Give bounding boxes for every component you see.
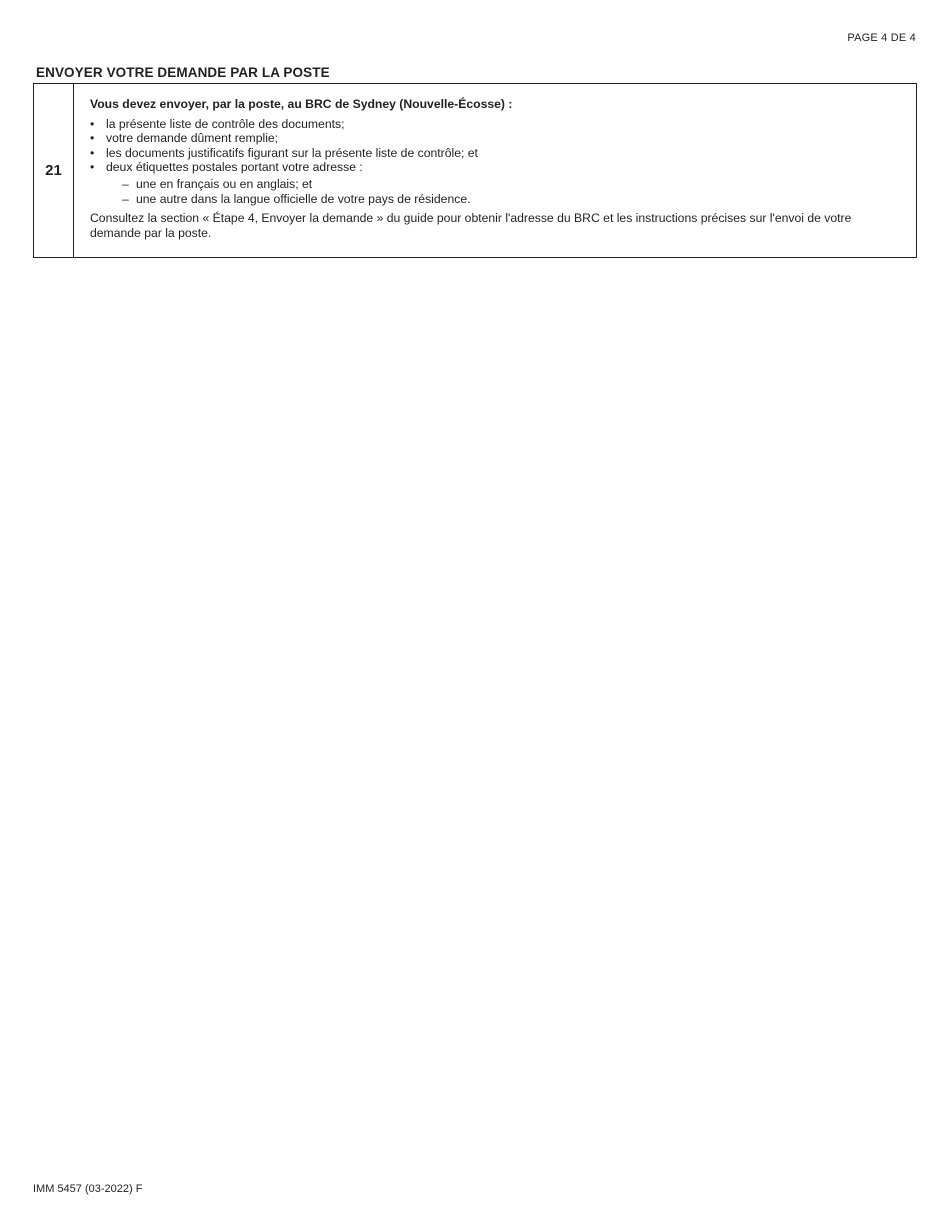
form-id: IMM 5457 (03-2022) F [33,1183,143,1195]
list-item [90,131,900,146]
item-number: 21 [34,84,74,257]
list-item [90,160,900,206]
checklist-item-box [33,83,917,258]
bullet-marker: • [90,145,95,160]
list-item [90,117,900,132]
dash-marker: – [122,191,129,206]
list-item-text: les documents justificatifs figurant sur la présente liste de contrôle; et [106,145,478,160]
list-item-text: la présente liste de contrôle des documents; [106,116,345,131]
item-lead-text: Vous devez envoyer, par la poste, au BRC de Sydney (Nouvelle-Écosse) : [90,97,513,111]
item-note: Consultez la section « Étape 4, Envoyer la demande » du guide pour obtenir l'adresse du BRC et les instructions précises sur l'envoi de votre demande par la poste. [90,211,852,240]
bullet-marker: • [90,160,95,175]
sub-list-item-text: une autre dans la langue officielle de votre pays de résidence. [136,191,471,206]
sub-list-item-text: une en français ou en anglais; et [136,176,313,191]
bullet-marker: • [90,131,95,146]
dash-marker: – [122,176,129,191]
sub-list-item [106,177,900,192]
section-heading: ENVOYER VOTRE DEMANDE PAR LA POSTE [36,65,330,80]
sub-list-item [106,192,900,207]
bullet-list [90,117,900,207]
page-number: PAGE 4 DE 4 [847,32,916,44]
list-item-text: votre demande dûment remplie; [106,131,279,146]
list-item [90,146,900,161]
bullet-marker: • [90,116,95,131]
item-content [74,84,916,257]
list-item-text: deux étiquettes postales portant votre adresse : [106,160,363,175]
dash-sublist [106,177,900,206]
